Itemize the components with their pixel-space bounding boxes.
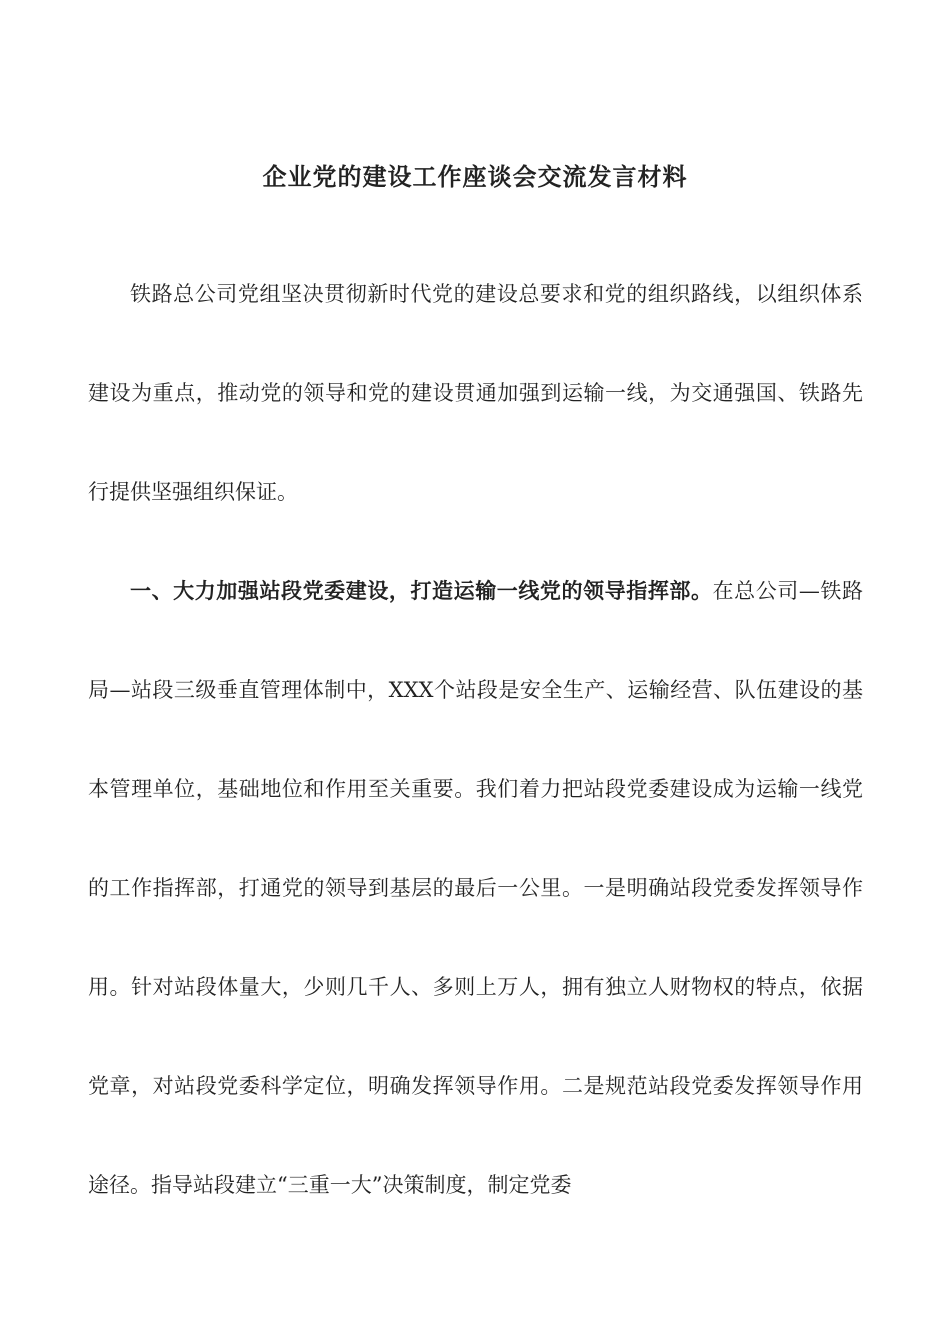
document-body xyxy=(88,245,863,1235)
paragraph-intro-text: 铁路总公司党组坚决贯彻新时代党的建设总要求和党的组织路线，以组织体系建设为重点，推动党的领导和党的建设贯通加强到运输一线，为交通强国、铁路先行提供坚强组织保证。 xyxy=(88,282,863,504)
paragraph-section-1 xyxy=(88,541,863,1235)
document-title: 企业党的建设工作座谈会交流发言材料 xyxy=(262,162,688,191)
section-1-text: 在总公司—铁路局—站段三级垂直管理体制中，XXX个站段是安全生产、运输经营、队伍建设的基本管理单位，基础地位和作用至关重要。我们着力把站段党委建设成为运输一线党的工作指挥部，打通党的领导到基层的最后一公里。一是明确站段党委发挥领导作用。针对站段体量大，少则几千人、多则上万人，拥有独立人财物权的特点，依据党章，对站段党委科学定位，明确发挥领导作用。二是规范站段党委发挥领导作用途径。指导站段建立“三重一大”决策制度，制定党委 xyxy=(88,579,864,1197)
paragraph-intro xyxy=(88,245,863,542)
section-1-heading: 一、大力加强站段党委建设，打造运输一线党的领导指挥部。 xyxy=(130,578,713,603)
